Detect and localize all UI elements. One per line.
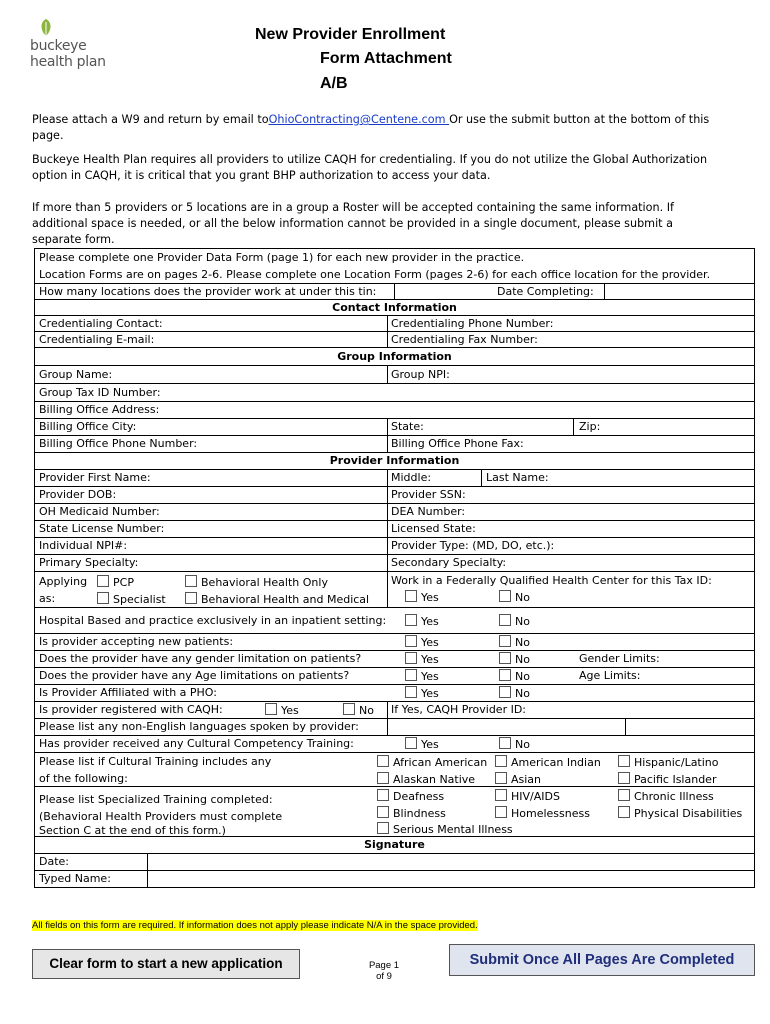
pacific-islander-checkbox[interactable] <box>618 772 630 784</box>
age-label: Does the provider have any Age limitations on patients? <box>39 669 350 682</box>
cultural-no-checkbox[interactable] <box>499 737 511 749</box>
physical-disabilities-checkbox[interactable] <box>618 806 630 818</box>
medicaid-row[interactable] <box>34 504 755 521</box>
cultural-row <box>34 736 755 753</box>
bh-only-checkbox[interactable] <box>185 575 197 587</box>
age-row <box>34 668 755 685</box>
caqh-yes-checkbox[interactable] <box>265 703 277 715</box>
gender-no-checkbox[interactable] <box>499 652 511 664</box>
page-subtitle-ab: A/B <box>320 75 348 92</box>
accepting-no[interactable]: No <box>499 635 530 649</box>
provider-type-label: Provider Type: (MD, DO, etc.): <box>391 539 555 552</box>
accepting-no-checkbox[interactable] <box>499 635 511 647</box>
gender-row <box>34 651 755 668</box>
american-indian-checkbox[interactable] <box>495 755 507 767</box>
credentialing-phone-label: Credentialing Phone Number: <box>391 317 554 330</box>
billing-phone-row[interactable] <box>34 436 755 453</box>
last-name-label: Last Name: <box>486 471 549 484</box>
pho-label: Is Provider Affiliated with a PHO: <box>39 686 217 699</box>
gender-label: Does the provider have any gender limitation on patients? <box>39 652 362 665</box>
provider-name-row[interactable] <box>34 470 755 487</box>
group-name-label: Group Name: <box>39 368 113 381</box>
page-number-line1: Page 1 <box>368 960 400 971</box>
medicaid-label: OH Medicaid Number: <box>39 505 160 518</box>
gender-yes-checkbox[interactable] <box>405 652 417 664</box>
hospital-label: Hospital Based and practice exclusively in an inpatient setting: <box>39 614 387 627</box>
as-label: as: <box>39 592 56 605</box>
hospital-no[interactable]: No <box>499 614 530 628</box>
group-name-row[interactable] <box>34 366 755 384</box>
bh-medical-option[interactable]: Behavioral Health and Medical <box>185 592 369 606</box>
specialist-option[interactable]: Specialist <box>97 592 166 606</box>
fqhc-yes-checkbox[interactable] <box>405 590 417 602</box>
bh-medical-checkbox[interactable] <box>185 592 197 604</box>
pho-yes[interactable]: Yes <box>405 686 439 700</box>
bh-only-option[interactable]: Behavioral Health Only <box>185 575 328 589</box>
billing-address-label: Billing Office Address: <box>39 403 160 416</box>
credentialing-fax-label: Credentialing Fax Number: <box>391 333 538 346</box>
intro-paragraph-caqh: Buckeye Health Plan requires all providers to utilize CAQH for credentialing. If you do not utilize the Global Authorization option in CAQH, it is critical that you grant BHP authorization to access your data. <box>32 153 708 182</box>
provider-enrollment-form <box>34 248 755 888</box>
fqhc-no[interactable]: No <box>499 590 530 604</box>
african-american-option[interactable]: African American <box>377 755 487 769</box>
typed-name-row[interactable] <box>34 871 755 888</box>
group-tax-row[interactable] <box>34 384 755 402</box>
blindness-checkbox[interactable] <box>377 806 389 818</box>
licensed-state-label: Licensed State: <box>391 522 476 535</box>
asian-checkbox[interactable] <box>495 772 507 784</box>
buckeye-logo <box>28 18 118 74</box>
clear-form-button[interactable]: Clear form to start a new application <box>32 949 300 979</box>
caqh-no-checkbox[interactable] <box>343 703 355 715</box>
intro-paragraph-roster: If more than 5 providers or 5 locations are in a group a Roster will be accepted containing the same information. If additional space is needed, or all the below information cannot be provided in a single document, please submit a separate form. <box>32 201 674 246</box>
caqh-row <box>34 702 755 719</box>
asian-option[interactable]: Asian <box>495 772 541 786</box>
gender-yes[interactable]: Yes <box>405 652 439 666</box>
cultural-no[interactable]: No <box>499 737 530 751</box>
signature-section-header: Signature <box>34 837 755 854</box>
required-fields-note: All fields on this form are required. If information does not apply please indicate N/A in the space provided. <box>32 920 478 931</box>
license-row[interactable] <box>34 521 755 538</box>
credentialing-email-label: Credentialing E-mail: <box>39 333 155 346</box>
billing-phone-label: Billing Office Phone Number: <box>39 437 198 450</box>
age-no-checkbox[interactable] <box>499 669 511 681</box>
alaskan-native-option[interactable]: Alaskan Native <box>377 772 475 786</box>
cultural-list-label-1: Please list if Cultural Training includes any <box>39 755 272 768</box>
cultural-label: Has provider received any Cultural Competency Training: <box>39 737 354 750</box>
pho-no-checkbox[interactable] <box>499 686 511 698</box>
pho-no[interactable]: No <box>499 686 530 700</box>
accepting-label: Is provider accepting new patients: <box>39 635 234 648</box>
homelessness-checkbox[interactable] <box>495 806 507 818</box>
typed-name-label: Typed Name: <box>39 872 111 885</box>
cultural-yes[interactable]: Yes <box>405 737 439 751</box>
pacific-islander-option[interactable]: Pacific Islander <box>618 772 716 786</box>
african-american-checkbox[interactable] <box>377 755 389 767</box>
intro-w9-text: Please attach a W9 and return by email to <box>32 113 269 126</box>
accepting-yes[interactable]: Yes <box>405 635 439 649</box>
pho-yes-checkbox[interactable] <box>405 686 417 698</box>
specialist-checkbox[interactable] <box>97 592 109 604</box>
fqhc-label: Work in a Federally Qualified Health Center for this Tax ID: <box>391 574 712 587</box>
signature-date-label: Date: <box>39 855 69 868</box>
accepting-row <box>34 634 755 651</box>
credentialing-contact-row[interactable] <box>34 316 755 332</box>
serious-mental-illness-checkbox[interactable] <box>377 822 389 834</box>
caqh-label: Is provider registered with CAQH: <box>39 703 223 716</box>
locations-label: How many locations does the provider work at under this tin: <box>39 285 377 298</box>
group-section-header: Group Information <box>34 348 755 366</box>
dob-label: Provider DOB: <box>39 488 117 501</box>
middle-name-label: Middle: <box>391 471 432 484</box>
cultural-list-row <box>34 753 755 787</box>
group-tax-label: Group Tax ID Number: <box>39 386 161 399</box>
homelessness-option[interactable]: Homelessness <box>495 806 590 820</box>
first-name-label: Provider First Name: <box>39 471 151 484</box>
locations-row <box>34 284 755 300</box>
hiv-aids-checkbox[interactable] <box>495 789 507 801</box>
languages-label: Please list any non-English languages spoken by provider: <box>39 720 359 733</box>
pho-row <box>34 685 755 702</box>
age-limits-label: Age Limits: <box>579 669 641 682</box>
age-yes-checkbox[interactable] <box>405 669 417 681</box>
blindness-option[interactable]: Blindness <box>377 806 446 820</box>
specialized-label-2: (Behavioral Health Providers must complete <box>39 810 283 823</box>
page-number-line2: of 9 <box>376 971 392 982</box>
credentialing-contact-label: Credentialing Contact: <box>39 317 163 330</box>
specialized-training-row <box>34 787 755 837</box>
caqh-yes[interactable]: Yes <box>265 703 299 717</box>
alaskan-native-checkbox[interactable] <box>377 772 389 784</box>
caqh-id-label: If Yes, CAQH Provider ID: <box>391 703 527 716</box>
pcp-checkbox[interactable] <box>97 575 109 587</box>
fqhc-no-checkbox[interactable] <box>499 590 511 602</box>
specialty-row[interactable] <box>34 555 755 572</box>
instruction-location-forms: Location Forms are on pages 2-6. Please complete one Location Form (pages 2-6) for each office location for the provider. <box>39 268 711 281</box>
physical-disabilities-option[interactable]: Physical Disabilities <box>618 806 742 820</box>
primary-specialty-label: Primary Specialty: <box>39 556 139 569</box>
languages-row[interactable] <box>34 719 755 736</box>
signature-date-row[interactable] <box>34 854 755 871</box>
age-no[interactable]: No <box>499 669 530 683</box>
leaf-icon <box>38 18 54 38</box>
secondary-specialty-label: Secondary Specialty: <box>391 556 507 569</box>
deafness-option[interactable]: Deafness <box>377 789 444 803</box>
billing-city-row[interactable] <box>34 419 755 436</box>
specialized-label-1: Please list Specialized Training completed: <box>39 793 273 806</box>
billing-address-row[interactable] <box>34 402 755 419</box>
cultural-yes-checkbox[interactable] <box>405 737 417 749</box>
zip-label: Zip: <box>579 420 601 433</box>
pcp-option[interactable]: PCP <box>97 575 134 589</box>
credentialing-email-row[interactable] <box>34 332 755 348</box>
gender-limits-label: Gender Limits: <box>579 652 660 665</box>
billing-fax-label: Billing Office Phone Fax: <box>391 437 524 450</box>
applying-as-row <box>34 572 755 608</box>
state-label: State: <box>391 420 424 433</box>
applying-label: Applying <box>39 575 88 588</box>
hispanic-latino-option[interactable]: Hispanic/Latino <box>618 755 719 769</box>
intro-paragraph-w9 <box>32 112 712 144</box>
american-indian-option[interactable]: American Indian <box>495 755 601 769</box>
contact-section-header: Contact Information <box>34 300 755 316</box>
license-label: State License Number: <box>39 522 165 535</box>
hospital-row <box>34 608 755 634</box>
gender-no[interactable]: No <box>499 652 530 666</box>
chronic-illness-option[interactable]: Chronic Illness <box>618 789 714 803</box>
submit-button[interactable]: Submit Once All Pages Are Completed <box>449 944 755 976</box>
date-completing-label: Date Completing: <box>497 285 594 298</box>
ssn-label: Provider SSN: <box>391 488 466 501</box>
chronic-illness-checkbox[interactable] <box>618 789 630 801</box>
group-npi-label: Group NPI: <box>391 368 450 381</box>
cultural-list-label-2: of the following: <box>39 772 128 785</box>
fqhc-yes[interactable]: Yes <box>405 590 439 604</box>
dea-label: DEA Number: <box>391 505 466 518</box>
email-link[interactable]: OhioContracting@Centene.com <box>268 113 450 126</box>
npi-label: Individual NPI#: <box>39 539 128 552</box>
npi-row[interactable] <box>34 538 755 555</box>
hospital-yes-checkbox[interactable] <box>405 614 417 626</box>
logo-text-line1: buckeye <box>30 38 87 54</box>
hiv-aids-option[interactable]: HIV/AIDS <box>495 789 560 803</box>
instructions-row <box>34 248 755 284</box>
deafness-checkbox[interactable] <box>377 789 389 801</box>
logo-text-line2: health plan <box>30 54 106 70</box>
page-title: New Provider Enrollment <box>255 26 446 43</box>
page-number <box>362 960 406 982</box>
hispanic-latino-checkbox[interactable] <box>618 755 630 767</box>
caqh-no[interactable]: No <box>343 703 374 717</box>
dob-row[interactable] <box>34 487 755 504</box>
specialized-label-3: Section C at the end of this form.) <box>39 824 226 837</box>
hospital-no-checkbox[interactable] <box>499 614 511 626</box>
accepting-yes-checkbox[interactable] <box>405 635 417 647</box>
serious-mental-illness-option[interactable]: Serious Mental Illness <box>377 822 513 836</box>
intro-w9-text-after: Or use the submit button at the bottom of this page. <box>32 113 710 142</box>
provider-section-header: Provider Information <box>34 453 755 470</box>
page-subtitle: Form Attachment <box>320 50 452 67</box>
hospital-yes[interactable]: Yes <box>405 614 439 628</box>
instruction-provider-form: Please complete one Provider Data Form (page 1) for each new provider in the practice. <box>39 251 525 264</box>
age-yes[interactable]: Yes <box>405 669 439 683</box>
billing-city-label: Billing Office City: <box>39 420 137 433</box>
